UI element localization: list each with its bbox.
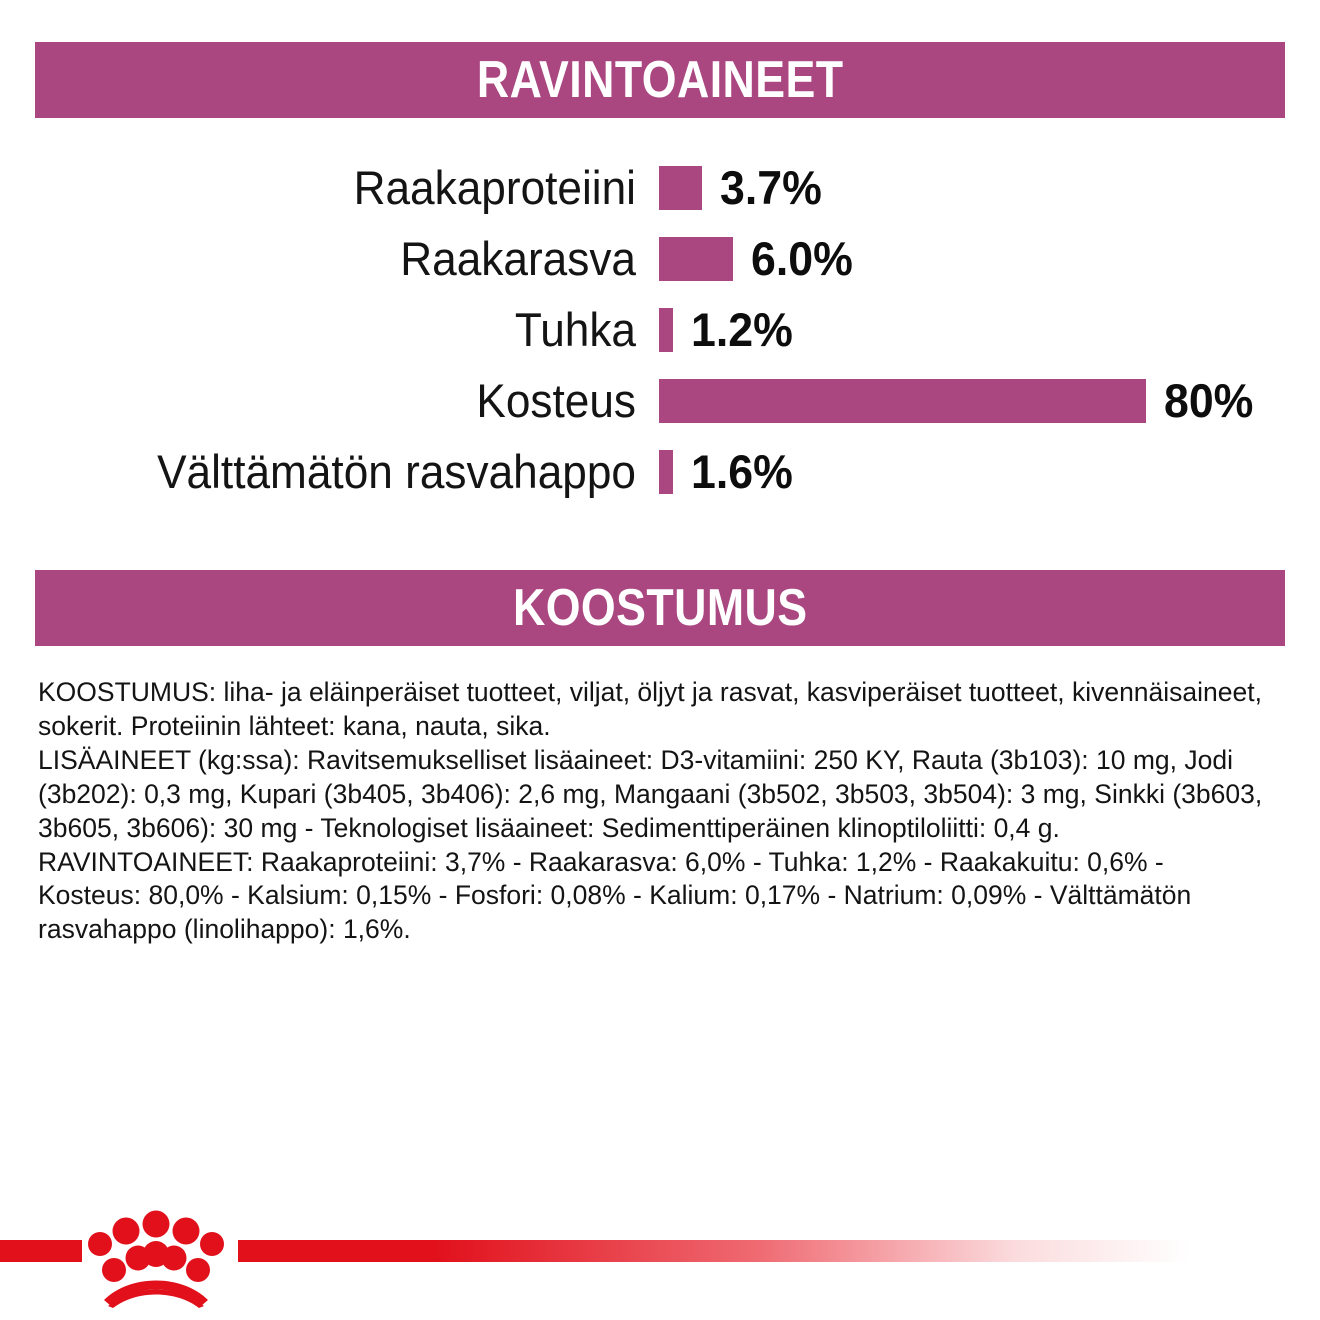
nutrient-bar-group xyxy=(659,161,827,214)
nutrient-label: Välttämätön rasvahappo xyxy=(157,445,636,498)
composition-section-header xyxy=(35,570,1285,646)
brand-rule-left xyxy=(0,1240,82,1262)
nutrient-bar xyxy=(659,237,733,281)
composition-text-block xyxy=(38,676,1270,947)
nutrient-bar-group xyxy=(659,445,798,498)
nutrient-bar xyxy=(659,379,1146,423)
nutrient-label: Raakarasva xyxy=(400,232,636,285)
nutrient-bar-group xyxy=(659,232,858,285)
nutrient-value: 3.7% xyxy=(720,161,822,214)
composition-heading-text: KOOSTUMUS xyxy=(512,579,808,637)
nutrient-value: 6.0% xyxy=(751,232,853,285)
nutrient-label: Raakaproteiini xyxy=(353,161,636,214)
nutrient-value: 80% xyxy=(1164,374,1254,427)
additives-paragraph: LISÄAINEET (kg:ssa): Ravitsemukselliset lisäaineet: D3-vitamiini: 250 KY, Rauta (3b103): 10 mg, Jodi (3b202): 0,3 mg, Kupari (3b405, 3b406): 2,6 mg, Mangaani (3b502, 3b503, 3b504): 3 mg, Sinkki (3b603, 3b605, 3b606): 30 mg - Teknologiset lisäaineet: Sedimenttiperäinen klinoptiloliitti: 0,4 g. xyxy=(38,744,1263,843)
nutrient-bar-group xyxy=(659,303,798,356)
nutrient-value: 1.2% xyxy=(691,303,793,356)
nutrient-value: 1.6% xyxy=(691,445,793,498)
brand-rule-right xyxy=(238,1240,1320,1262)
royal-canin-crown-icon xyxy=(88,1196,224,1308)
nutrient-bar-group xyxy=(659,374,1258,427)
nutrients-bar-chart xyxy=(0,152,1320,507)
nutrient-row xyxy=(0,223,1320,294)
nutrient-row xyxy=(0,152,1320,223)
nutrient-row xyxy=(0,436,1320,507)
analytical-constituents-paragraph: RAVINTOAINEET: Raakaproteiini: 3,7% - Raakarasva: 6,0% - Tuhka: 1,2% - Raakakuitu: 0,6% - Kosteus: 80,0% - Kalsium: 0,15% - Fosfori: 0,08% - Kalium: 0,17% - Natrium: 0,09% - Välttämätön rasvahappo (linolihappo): 1,6%. xyxy=(38,846,1192,945)
composition-paragraph: KOOSTUMUS: liha- ja eläinperäiset tuotteet, viljat, öljyt ja rasvat, kasviperäiset tuotteet, kivennäisaineet, sokerit. Proteiinin lähteet: kana, nauta, sika. xyxy=(38,677,1262,741)
nutrient-label: Kosteus xyxy=(476,374,636,427)
nutrient-label: Tuhka xyxy=(514,303,636,356)
footer-brand-bar xyxy=(0,1190,1320,1320)
nutrient-row xyxy=(0,294,1320,365)
nutrients-heading-text: RAVINTOAINEET xyxy=(476,51,844,109)
nutrients-section-header xyxy=(35,42,1285,118)
nutrient-bar xyxy=(659,450,673,494)
nutrient-bar xyxy=(659,166,702,210)
nutrient-row xyxy=(0,365,1320,436)
nutrient-bar xyxy=(659,308,673,352)
